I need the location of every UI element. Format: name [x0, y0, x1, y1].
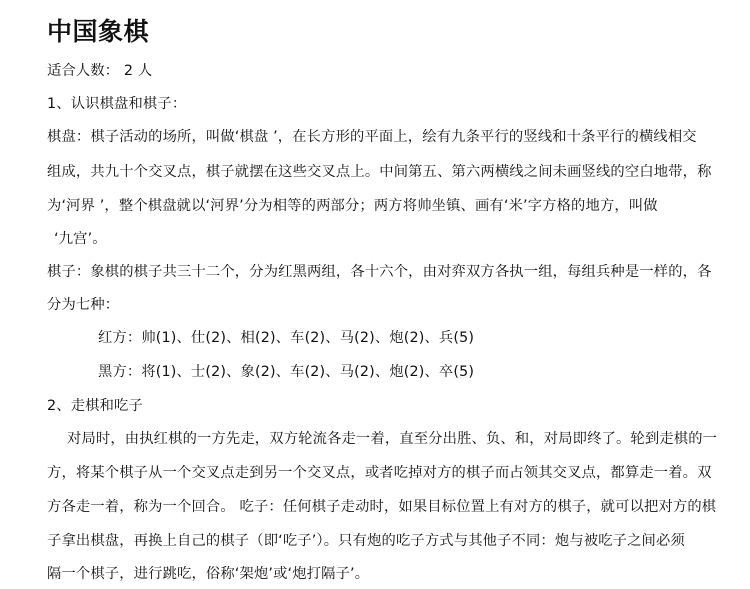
board-description-line: ‘九宫’。	[54, 231, 107, 247]
black-pieces-list: 黑方：将(1)、士(2)、象(2)、车(2)、马(2)、炮(2)、卒(5)	[98, 364, 475, 380]
pieces-description-line: 棋子：象棋的棋子共三十二个，分为红黑两组，各十六个，由对弈双方各执一组，每组兵种是一样的，各	[47, 264, 712, 280]
board-description-line: 棋盘：棋子活动的场所，叫做‘棋盘 ’，在长方形的平面上，绘有九条平行的竖线和十条平行的横线相交	[47, 129, 697, 145]
rules-paragraph-line: 对局时，由执红棋的一方先走，双方轮流各走一着，直至分出胜、负、和，对局即终了。轮到走棋的一	[67, 431, 718, 447]
rules-paragraph-line: 隔一个棋子，进行跳吃，俗称‘架炮’或‘炮打隔子’。	[47, 566, 370, 582]
red-pieces-list: 红方：帅(1)、仕(2)、相(2)、车(2)、马(2)、炮(2)、兵(5)	[98, 330, 475, 346]
board-description-line: 为‘河界 ’，整个棋盘就以‘河界’分为相等的两部分；两方将帅坐镇、画有‘米’字方格的地方，叫做	[47, 198, 658, 214]
board-description-line: 组成，共九十个交叉点，棋子就摆在这些交叉点上。中间第五、第六两横线之间未画竖线的空白地带，称	[47, 164, 712, 180]
rules-paragraph-line: 方各走一着，称为一个回合。 吃子：任何棋子走动时，如果目标位置上有对方的棋子，就可以把对方的棋	[47, 499, 717, 515]
pieces-description-line: 分为七种：	[47, 297, 120, 313]
rules-paragraph-line: 方，将某个棋子从一个交叉点走到另一个交叉点，或者吃掉对方的棋子而占领其交叉点，都算走一着。双	[47, 465, 712, 481]
section-1-heading: 1、认识棋盘和棋子：	[47, 96, 187, 112]
rules-paragraph-line: 子拿出棋盘，再换上自己的棋子（即‘吃子’）。只有炮的吃子方式与其他子不同：炮与被吃子之间必须	[47, 533, 685, 549]
player-count: 适合人数： 2 人	[47, 63, 153, 79]
section-2-heading: 2、走棋和吃子	[47, 398, 143, 414]
page-title: 中国象棋	[47, 17, 150, 46]
